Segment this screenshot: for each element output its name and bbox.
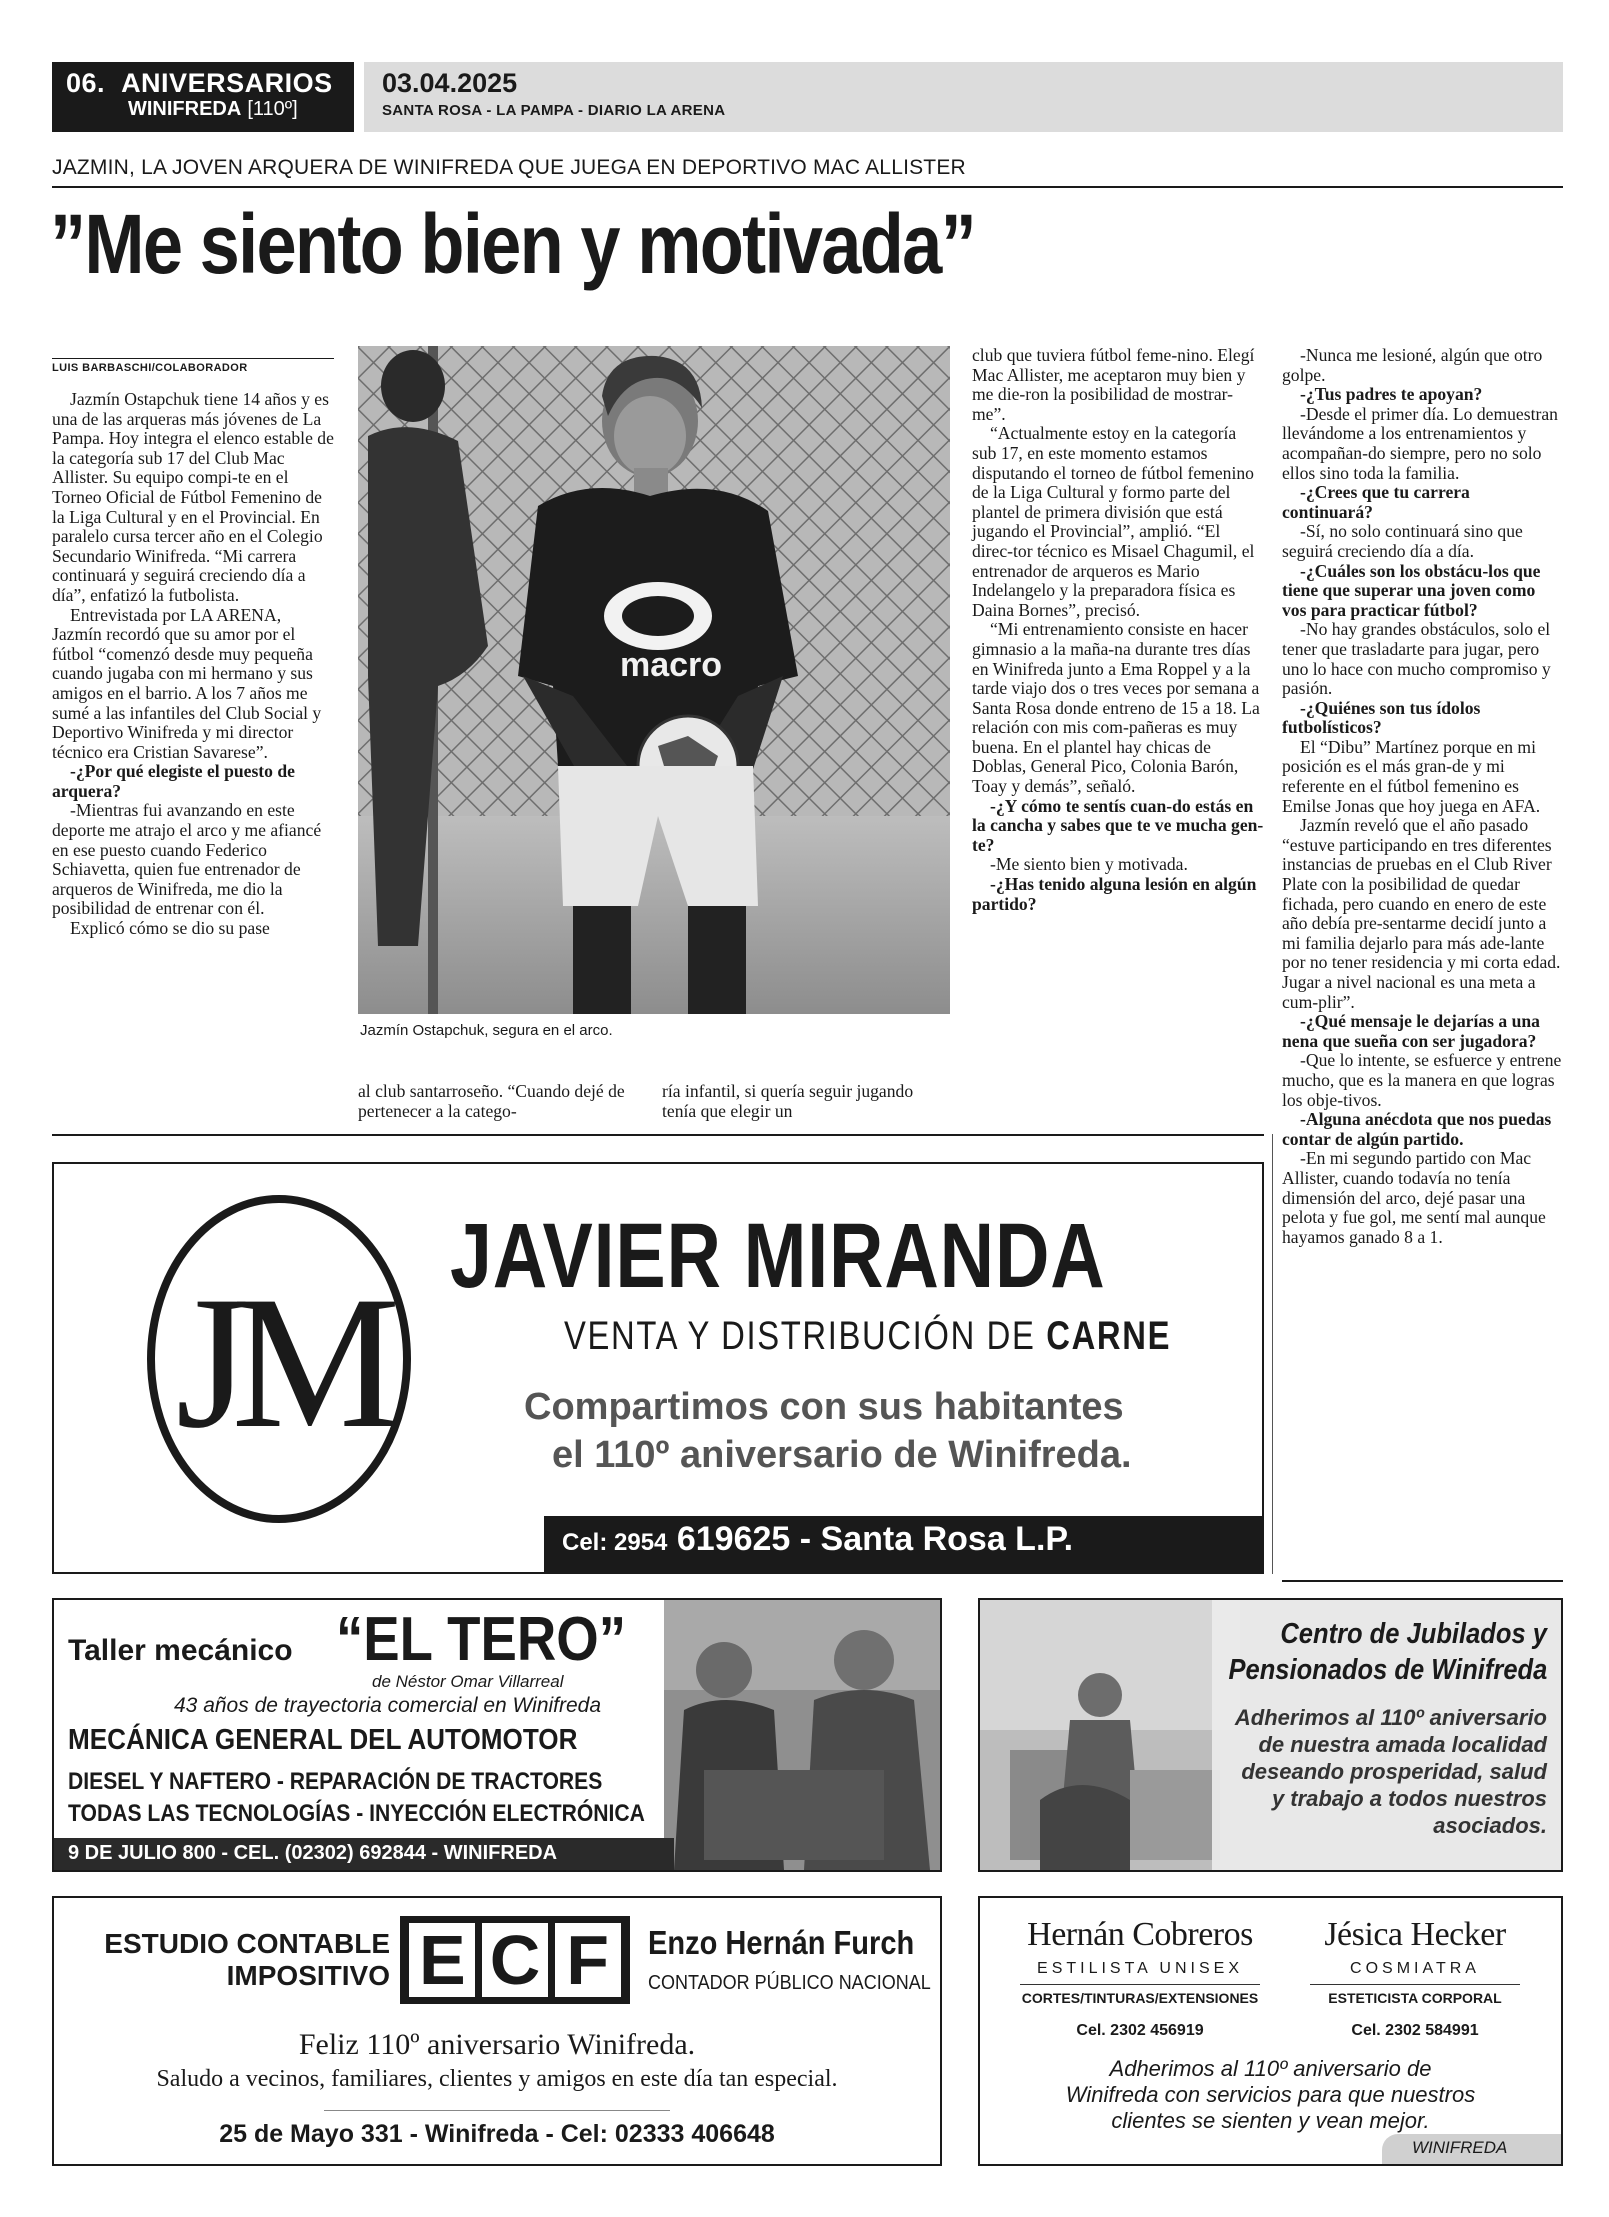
ad-name: Enzo Hernán Furch <box>648 1924 915 1961</box>
article-column-1 <box>52 390 334 939</box>
ad-footer: 9 DE JULIO 800 - CEL. (02302) 692844 - WINIFREDA <box>68 1842 558 1864</box>
ad-message-line-1: Compartimos con sus habitantes <box>524 1386 1124 1428</box>
article-paragraph: -Sí, no solo continuará sino que seguirá creciendo día a día. <box>1282 521 1523 561</box>
ad-javier-miranda <box>52 1162 1264 1574</box>
ad-contact: Cel: 2954 619625 - Santa Rosa L.P. <box>562 1520 1074 1558</box>
article-paragraph: Jazmín Ostapchuk tiene 14 años y es una de las arqueras más jóvenes de La Pampa. Hoy integra el elenco estable de la categoría sub 17 del Club Mac Allister. Su equipo compi-te en el Torneo Oficial de Fútbol Femenino de la Liga Cultural y en el Provincial. En paralelo cursa tercer año en el Colegio Secundario Winifreda. “Mi carrera continuará y seguirá creciendo día a día”, enfatizó la futbolista. <box>52 389 334 605</box>
ad-person-1-service: CORTES/TINTURAS/EXTENSIONES <box>1021 1990 1259 2006</box>
ad-message-line: Adherimos al 110º aniversario <box>1234 1705 1547 1730</box>
interview-question: -¿Quiénes son tus ídolos futbolísticos? <box>1282 697 1481 738</box>
article-column-3 <box>662 1082 950 1121</box>
ad-message-line-2: Saludo a vecinos, familiares, clientes y amigos en este día tan especial. <box>156 2066 838 2092</box>
ad-cobreros-hecker <box>978 1896 1563 2166</box>
ad-left-line-2: IMPOSITIVO <box>226 1960 390 1991</box>
article-paragraph: -No hay grandes obstáculos, solo el tener que trasladarte para jugar, pero uno lo hace con mucho compromiso y pasión. <box>1282 619 1551 699</box>
article-paragraph: -Desde el primer día. Lo demuestran llevándome a los entrenamientos y acompañan-do siempre, pero no solo ellos sino toda la familia. <box>1282 403 1558 483</box>
interview-question: -¿Cuáles son los obstácu-los que tiene que superar una joven como vos para practicar fútbol? <box>1282 560 1541 620</box>
ad-person-2-title: COSMIATRA <box>1350 1960 1480 1977</box>
article-column-2 <box>358 1082 650 1121</box>
ad-message-line: de nuestra amada localidad <box>1258 1732 1547 1757</box>
date-bar <box>364 62 1563 132</box>
article-paragraph: -Nunca me lesioné, algún que otro golpe. <box>1282 345 1543 385</box>
article-paragraph: -Mientras fui avanzando en este deporte me atrajo el arco y me afiancé en ese puesto cuando Federico Schiavetta, quien fue entrenador de arqueros de Winifreda, me dio la posibilidad de entrenar con él. <box>52 800 322 919</box>
divider <box>52 358 334 359</box>
ad-message-line: y trabajo a todos nuestros <box>1271 1786 1547 1811</box>
ad-el-tero <box>52 1598 942 1872</box>
divider <box>1020 1984 1260 1985</box>
article-byline: LUIS BARBASCHI/COLABORADOR <box>52 362 248 374</box>
article-column-5 <box>1282 346 1563 1247</box>
ad-title-line-2: Pensionados de Winifreda <box>1228 1654 1547 1686</box>
ad-tag: WINIFREDA <box>1412 2138 1508 2157</box>
issue-place: SANTA ROSA - LA PAMPA - DIARIO LA ARENA <box>382 102 726 119</box>
ad-service-line-1: DIESEL Y NAFTERO - REPARACIÓN DE TRACTORES <box>68 1768 603 1795</box>
section-header <box>52 62 354 132</box>
ad-pre-title: Taller mecánico <box>68 1634 293 1667</box>
interview-question: -¿Qué mensaje le dejarías a una nena que sueña con ser jugadora? <box>1282 1011 1540 1051</box>
mechanics-photo <box>664 1600 940 1870</box>
ecf-logo-letter-f: F <box>555 1923 621 1997</box>
article-photo <box>358 346 950 1014</box>
jersey-sponsor-text: macro <box>620 646 723 684</box>
ad-message-line: asociados. <box>1433 1813 1547 1838</box>
article-paragraph: club que tuviera fútbol feme-nino. Elegí Mac Allister, me aceptaron muy bien y me die-ron la posibilidad de mostrar-me”. <box>972 345 1255 424</box>
ad-message <box>1235 1704 1547 1839</box>
article-paragraph: -Me siento bien y motivada. <box>990 854 1188 875</box>
article-paragraph: Entrevistada por LA ARENA, Jazmín recordó que su amor por el fútbol “comenzó desde muy pequeña cuando jugaba con mi hermano y sus amigos en el barrio. A los 7 años me sumé a las infantiles del Club Social y Deportivo Winifreda y mi director técnico era Cristian Savarese”. <box>52 604 322 762</box>
ad-person-1-title: ESTILISTA UNISEX <box>1037 1960 1243 1977</box>
goalkeeper-photo <box>358 346 950 1014</box>
ad-person-2-name: Jésica Hecker <box>1324 1916 1506 1953</box>
ad-footer: 25 de Mayo 331 - Winifreda - Cel: 02333 406648 <box>219 2120 775 2148</box>
ad-person-1-name: Hernán Cobreros <box>1027 1916 1253 1953</box>
ad-person-1-phone: Cel. 2302 456919 <box>1076 2022 1204 2039</box>
ad-person-2-service: ESTETICISTA CORPORAL <box>1328 1990 1502 2006</box>
article-paragraph: ría infantil, si quería seguir jugando tenía que elegir un <box>662 1081 914 1121</box>
article-column-4 <box>972 346 1264 914</box>
divider <box>1310 1984 1520 1985</box>
ad-years: 43 años de trayectoria comercial en Winifreda <box>174 1694 602 1717</box>
ecf-logo-letter-c: C <box>482 1923 548 1997</box>
ecf-logo-letter-e: E <box>409 1923 475 1997</box>
issue-date: 03.04.2025 <box>382 68 518 98</box>
divider <box>1282 1580 1563 1582</box>
divider <box>324 2110 670 2111</box>
ad-service-line-2: TODAS LAS TECNOLOGÍAS - INYECCIÓN ELECTRÓNICA <box>68 1800 645 1827</box>
interview-question: -¿Crees que tu carrera continuará? <box>1282 482 1470 522</box>
photo-caption: Jazmín Ostapchuk, segura en el arco. <box>360 1022 613 1039</box>
ad-message-line: deseando prosperidad, salud <box>1241 1759 1547 1784</box>
ad-owner: de Néstor Omar Villarreal <box>372 1672 564 1691</box>
article-headline: ”Me siento bien y motivada” <box>50 197 975 291</box>
jm-logo <box>144 1194 414 1524</box>
ad-title-line-1: Centro de Jubilados y <box>1280 1618 1547 1650</box>
ad-message-line-1: Feliz 110º aniversario Winifreda. <box>298 2028 696 2061</box>
ad-centro-jubilados <box>978 1598 1563 1872</box>
article-paragraph: El “Dibu” Martínez porque en mi posición es el más gran-de y mi referente en el fútbol femenino es Emilse Jonas que hoy juega en AFA. <box>1282 736 1541 816</box>
ad-tagline: VENTA Y DISTRIBUCIÓN DE CARNE <box>564 1314 1172 1358</box>
ad-person-2-phone: Cel. 2302 584991 <box>1351 2022 1479 2039</box>
ad-left-line-1: ESTUDIO CONTABLE <box>104 1928 390 1959</box>
divider <box>52 1134 1264 1136</box>
interview-question: -¿Tus padres te apoyan? <box>1300 384 1483 405</box>
divider <box>52 186 1563 188</box>
article-paragraph: Explicó cómo se dio su pase <box>70 918 270 939</box>
ad-message-line-3: clientes se sienten y vean mejor. <box>1111 2108 1430 2133</box>
jm-logo-letters: JM <box>175 1258 383 1468</box>
ecf-logo <box>400 1916 630 2004</box>
divider <box>1272 1134 1273 1574</box>
ad-message-line-2: el 110º aniversario de Winifreda. <box>552 1434 1132 1476</box>
ad-message-line-2: Winifreda con servicios para que nuestros <box>1065 2082 1476 2107</box>
article-paragraph: “Actualmente estoy en la categoría sub 17, en este momento estamos disputando el torneo de fútbol femenino de la Liga Cultural y formo parte del plantel de primera división que está jugando el Provincial”, amplió. “El direc-tor técnico es Misael Chagumil, el entrenador de arqueros es Mario Indelangelo y la preparadora física es Daina Bornes”, precisó. <box>972 423 1255 620</box>
ad-service-title: MECÁNICA GENERAL DEL AUTOMOTOR <box>68 1724 578 1756</box>
interview-question: -¿Por qué elegiste el puesto de arquera? <box>52 761 295 801</box>
ad-title: JAVIER MIRANDA <box>450 1205 1106 1307</box>
article-paragraph: “Mi entrenamiento consiste en hacer gimnasio a la maña-na durante tres días en Winifreda junto a Ema Roppel y a la tarde viajo dos o tres veces por semana a Santa Rosa donde entreno de 15 a 18. La relación con mis com-pañeras es muy buena. En el plantel hay chicas de Doblas, General Pico, Colonia Barón, Toay y demás”, señaló. <box>972 619 1260 797</box>
article-paragraph: Jazmín reveló que el año pasado “estuve participando en tres diferentes instancias de pruebas en el Club River Plate con la posibilidad de quedar fichada, pero cuando en enero de este año debía pre-sentarme decidí junto a mi familia dejarlo para más ade-lante por no tener residencia y mi corta edad. Jugar a nivel nacional es una meta a cum-plir”. <box>1282 815 1561 1012</box>
article-kicker: JAZMIN, LA JOVEN ARQUERA DE WINIFREDA QUE JUEGA EN DEPORTIVO MAC ALLISTER <box>52 156 966 179</box>
ad-title: “EL TERO” <box>336 1605 627 1674</box>
section-subtitle: WINIFREDA [110º] <box>128 98 298 120</box>
ad-ecf-estudio-contable <box>52 1896 942 2166</box>
article-paragraph: -En mi segundo partido con Mac Allister, cuando todavía no tenía dimensión del arco, dejé pasar una pelota y fue gol, me sentí mal aunque hayamos ganado 8 a 1. <box>1282 1148 1546 1247</box>
article-paragraph: -Que lo intente, se esfuerce y entrene mucho, que es la manera en que logras los obje-tivos. <box>1282 1050 1562 1110</box>
interview-question: -¿Y cómo te sentís cuan-do estás en la cancha y sabes que te ve mucha gen-te? <box>972 795 1264 855</box>
section-title: 06. ANIVERSARIOS <box>66 68 333 98</box>
ad-message-line-1: Adherimos al 110º aniversario de <box>1109 2056 1432 2081</box>
article-paragraph: al club santarroseño. “Cuando dejé de pertenecer a la catego- <box>358 1081 625 1121</box>
interview-question: -¿Has tenido alguna lesión en algún partido? <box>972 874 1257 914</box>
interview-question: -Alguna anécdota que nos puedas contar de algún partido. <box>1282 1109 1552 1149</box>
ad-profession: CONTADOR PÚBLICO NACIONAL <box>648 1972 931 1994</box>
